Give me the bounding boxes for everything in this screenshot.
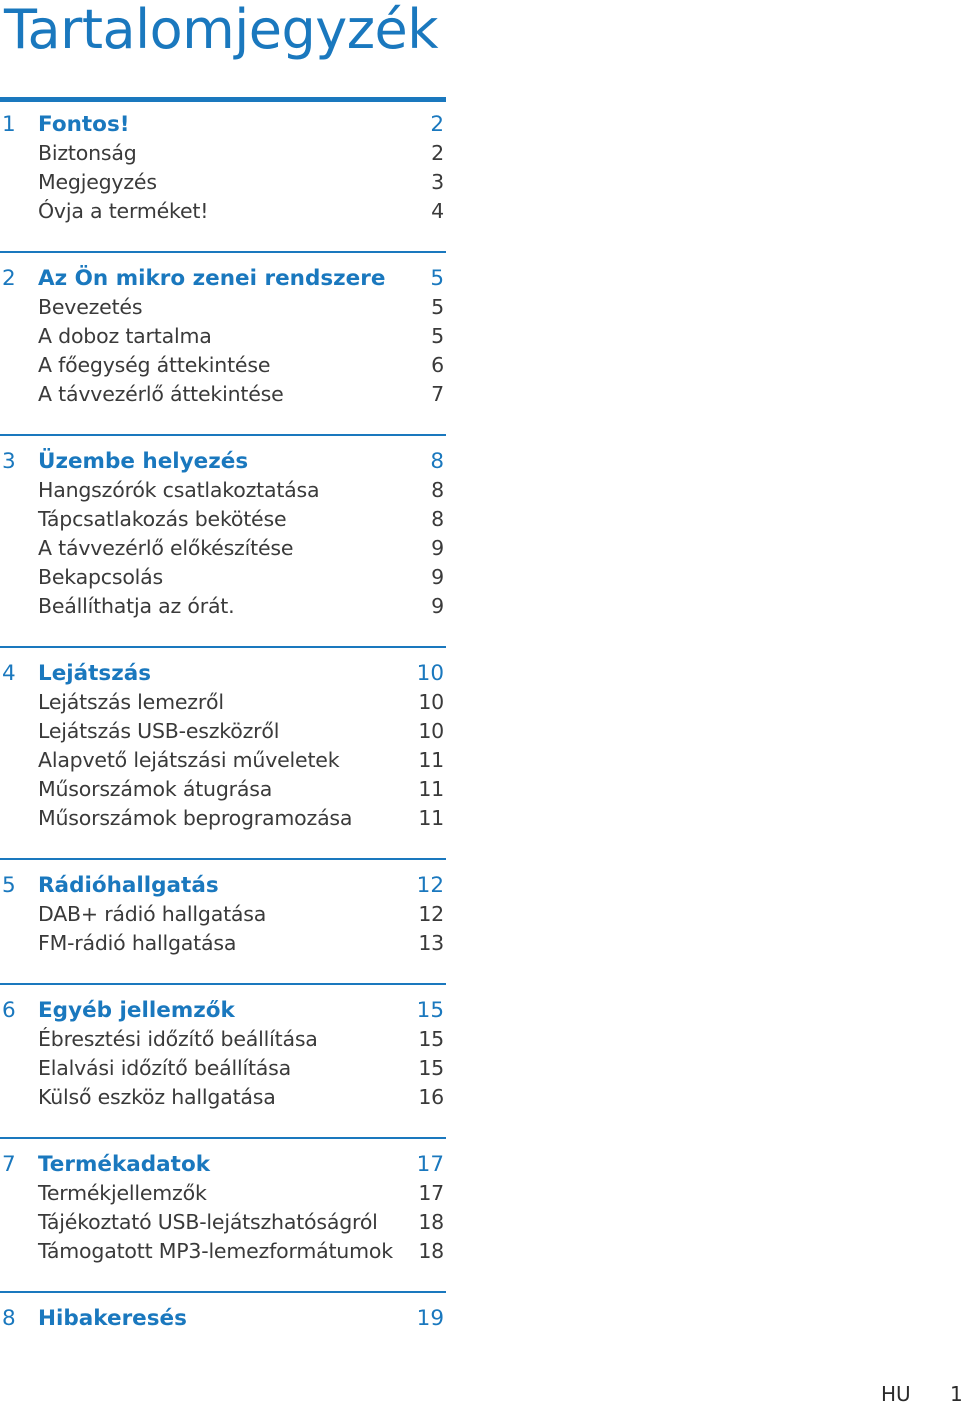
section-page-number: 12 — [416, 873, 444, 898]
entry-page-number: 11 — [418, 806, 444, 830]
toc-entry[interactable] — [0, 293, 446, 322]
entry-page-number: 5 — [431, 295, 444, 319]
section-page-number: 8 — [430, 449, 444, 474]
section-number: 8 — [2, 1306, 16, 1331]
section-number: 5 — [2, 873, 16, 898]
section-title: Fontos! — [38, 112, 130, 137]
section-title: Lejátszás — [38, 661, 152, 686]
entry-label: DAB+ rádió hallgatása — [38, 902, 267, 926]
entry-label: FM-rádió hallgatása — [38, 931, 237, 955]
toc-entry[interactable] — [0, 322, 446, 351]
toc-entry[interactable] — [0, 1054, 446, 1083]
entry-label: Támogatott MP3-lemezformátumok — [38, 1239, 393, 1263]
toc-entry[interactable] — [0, 197, 446, 226]
section-number: 4 — [2, 661, 16, 686]
toc-entry[interactable] — [0, 476, 446, 505]
entry-label: Elalvási időzítő beállítása — [38, 1056, 292, 1080]
toc-section-heading[interactable] — [0, 264, 446, 293]
entry-label: Lejátszás USB-eszközről — [38, 719, 280, 743]
section-number: 7 — [2, 1152, 16, 1177]
table-of-contents — [0, 97, 446, 1333]
entry-page-number: 8 — [431, 478, 444, 502]
toc-section — [0, 251, 446, 409]
entry-label: Bevezetés — [38, 295, 143, 319]
section-title: Rádióhallgatás — [38, 873, 219, 898]
toc-section — [0, 1291, 446, 1333]
toc-section — [0, 434, 446, 621]
toc-section-heading[interactable] — [0, 659, 446, 688]
entry-label: Biztonság — [38, 141, 137, 165]
toc-section — [0, 983, 446, 1112]
entry-page-number: 8 — [431, 507, 444, 531]
entry-label: Megjegyzés — [38, 170, 157, 194]
entry-label: Műsorszámok átugrása — [38, 777, 273, 801]
toc-entry[interactable] — [0, 1179, 446, 1208]
entry-label: Lejátszás lemezről — [38, 690, 224, 714]
section-title: Termékadatok — [38, 1152, 211, 1177]
section-title: Üzembe helyezés — [38, 449, 249, 474]
section-page-number: 15 — [416, 998, 444, 1023]
entry-page-number: 2 — [431, 141, 444, 165]
entry-label: Óvja a terméket! — [38, 199, 209, 223]
toc-section — [0, 646, 446, 833]
toc-entry[interactable] — [0, 1025, 446, 1054]
toc-entry[interactable] — [0, 139, 446, 168]
section-title: Az Ön mikro zenei rendszere — [38, 266, 386, 291]
toc-entry[interactable] — [0, 1083, 446, 1112]
toc-section-heading[interactable] — [0, 996, 446, 1025]
entry-page-number: 18 — [418, 1210, 444, 1234]
toc-section-heading[interactable] — [0, 1304, 446, 1333]
entry-page-number: 13 — [418, 931, 444, 955]
section-page-number: 2 — [430, 112, 444, 137]
footer-language: HU — [881, 1382, 911, 1406]
toc-entry[interactable] — [0, 929, 446, 958]
entry-page-number: 4 — [431, 199, 444, 223]
section-page-number: 5 — [430, 266, 444, 291]
toc-section — [0, 1137, 446, 1266]
toc-entry[interactable] — [0, 900, 446, 929]
entry-page-number: 6 — [431, 353, 444, 377]
entry-page-number: 17 — [418, 1181, 444, 1205]
entry-page-number: 9 — [431, 594, 444, 618]
toc-entry[interactable] — [0, 168, 446, 197]
toc-section-heading[interactable] — [0, 1150, 446, 1179]
toc-section — [0, 858, 446, 958]
section-title: Egyéb jellemzők — [38, 998, 235, 1023]
toc-entry[interactable] — [0, 804, 446, 833]
entry-label: Tájékoztató USB-lejátszhatóságról — [38, 1210, 378, 1234]
toc-entry[interactable] — [0, 775, 446, 804]
entry-page-number: 9 — [431, 536, 444, 560]
toc-entry[interactable] — [0, 688, 446, 717]
entry-label: Alapvető lejátszási műveletek — [38, 748, 340, 772]
toc-entry[interactable] — [0, 1237, 446, 1266]
section-number: 1 — [2, 112, 16, 137]
entry-page-number: 9 — [431, 565, 444, 589]
section-number: 2 — [2, 266, 16, 291]
entry-label: Ébresztési időzítő beállítása — [38, 1027, 318, 1051]
section-number: 6 — [2, 998, 16, 1023]
section-page-number: 10 — [416, 661, 444, 686]
entry-page-number: 11 — [418, 748, 444, 772]
section-number: 3 — [2, 449, 16, 474]
page-title: Tartalomjegyzék — [4, 0, 439, 61]
entry-label: A távvezérlő előkészítése — [38, 536, 294, 560]
entry-label: A doboz tartalma — [38, 324, 212, 348]
entry-label: Műsorszámok beprogramozása — [38, 806, 353, 830]
entry-page-number: 5 — [431, 324, 444, 348]
toc-section-heading[interactable] — [0, 447, 446, 476]
toc-entry[interactable] — [0, 592, 446, 621]
toc-entry[interactable] — [0, 380, 446, 409]
entry-page-number: 16 — [418, 1085, 444, 1109]
section-page-number: 19 — [416, 1306, 444, 1331]
toc-section — [0, 97, 446, 226]
entry-label: Bekapcsolás — [38, 565, 163, 589]
entry-page-number: 12 — [418, 902, 444, 926]
entry-page-number: 18 — [418, 1239, 444, 1263]
toc-entry[interactable] — [0, 505, 446, 534]
toc-section-heading[interactable] — [0, 871, 446, 900]
footer-page-number: 1 — [950, 1382, 963, 1406]
section-page-number: 17 — [416, 1152, 444, 1177]
entry-page-number: 11 — [418, 777, 444, 801]
entry-page-number: 10 — [418, 690, 444, 714]
entry-label: Hangszórók csatlakoztatása — [38, 478, 320, 502]
entry-label: A távvezérlő áttekintése — [38, 382, 284, 406]
section-title: Hibakeresés — [38, 1306, 187, 1331]
toc-entry[interactable] — [0, 534, 446, 563]
entry-page-number: 15 — [418, 1027, 444, 1051]
entry-label: Termékjellemzők — [38, 1181, 207, 1205]
entry-page-number: 3 — [431, 170, 444, 194]
entry-page-number: 7 — [431, 382, 444, 406]
entry-label: Beállíthatja az órát. — [38, 594, 235, 618]
toc-entry[interactable] — [0, 563, 446, 592]
entry-label: A főegység áttekintése — [38, 353, 271, 377]
entry-page-number: 10 — [418, 719, 444, 743]
entry-page-number: 15 — [418, 1056, 444, 1080]
toc-entry[interactable] — [0, 1208, 446, 1237]
entry-label: Külső eszköz hallgatása — [38, 1085, 276, 1109]
toc-entry[interactable] — [0, 717, 446, 746]
toc-section-heading[interactable] — [0, 110, 446, 139]
entry-label: Tápcsatlakozás bekötése — [38, 507, 287, 531]
toc-entry[interactable] — [0, 351, 446, 380]
toc-entry[interactable] — [0, 746, 446, 775]
